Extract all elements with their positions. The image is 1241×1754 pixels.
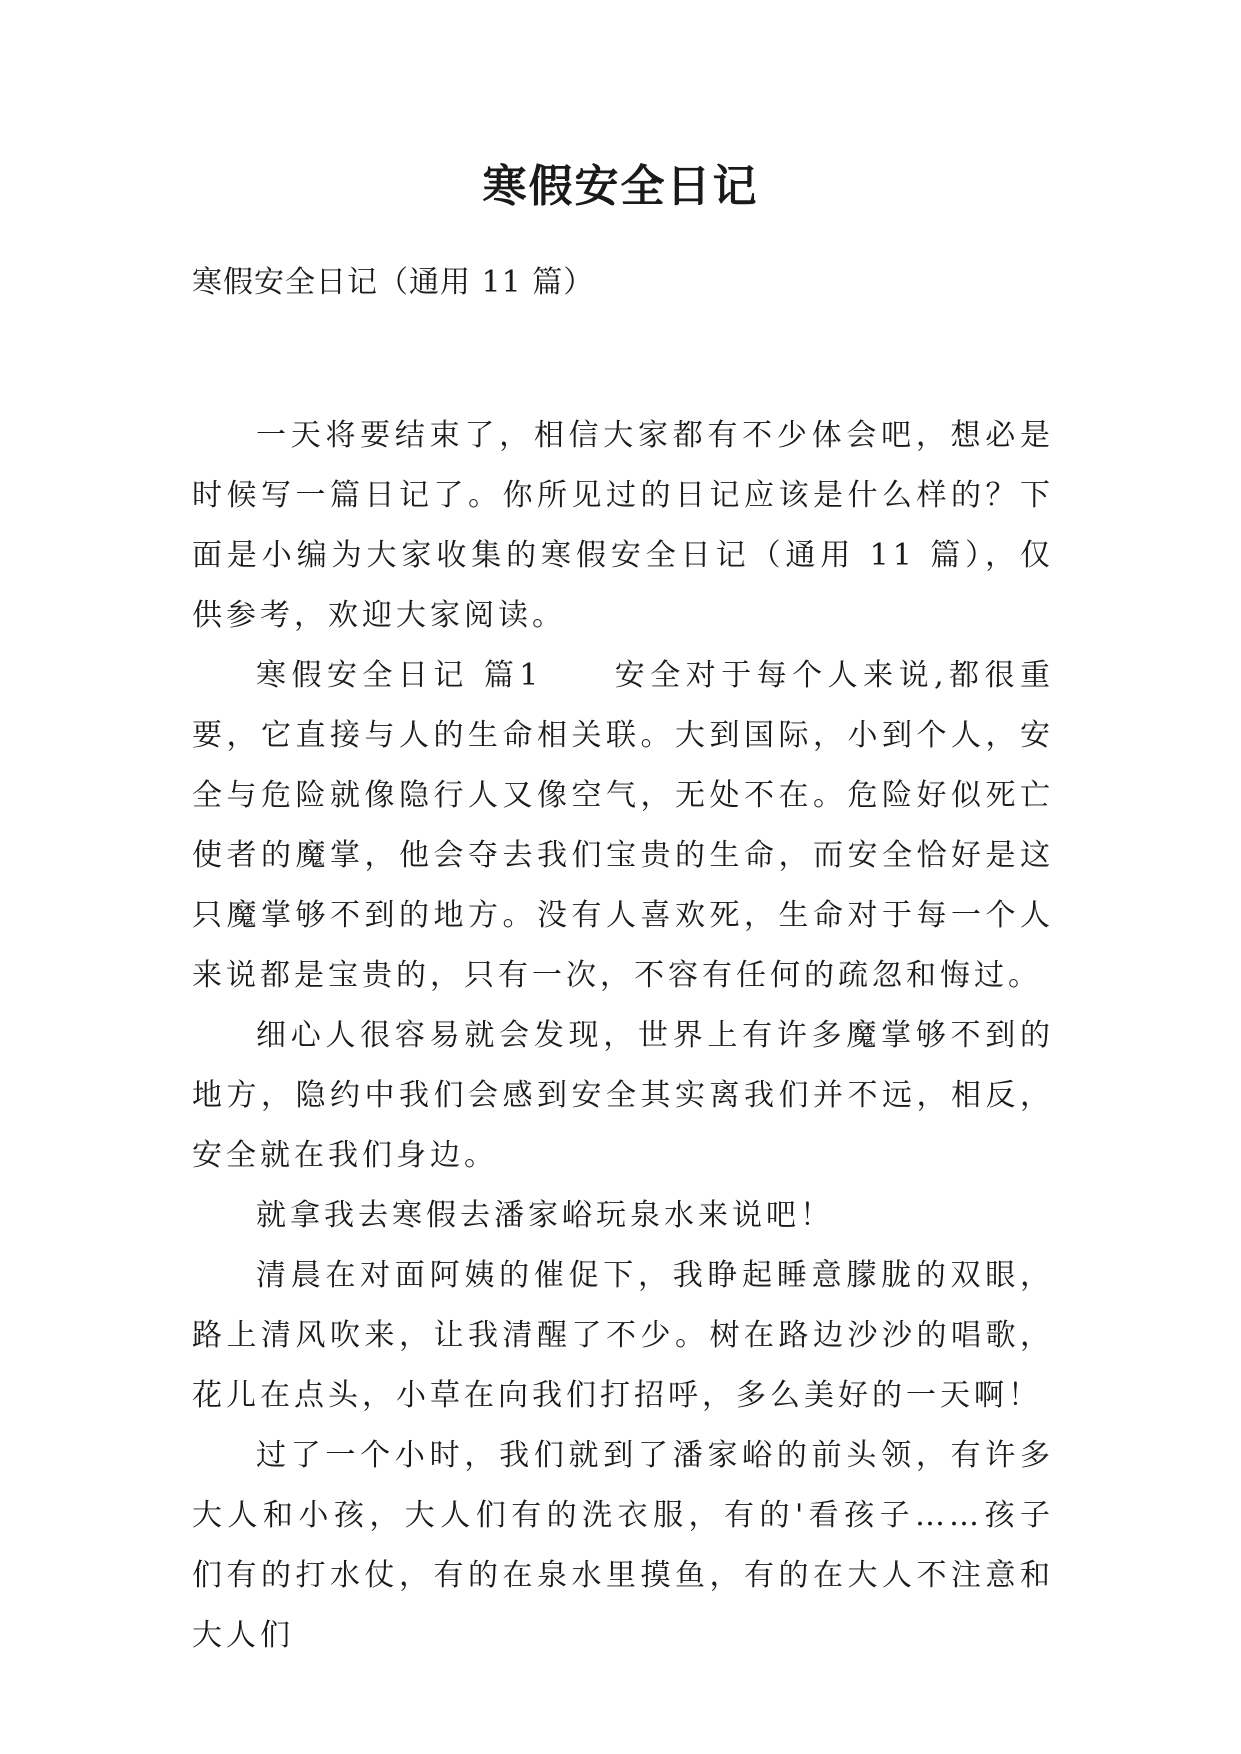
paragraph-example: 就拿我去寒假去潘家峪玩泉水来说吧！ bbox=[256, 1198, 834, 1233]
document-body bbox=[192, 406, 1054, 1666]
document-title: 寒假安全日记 bbox=[482, 161, 759, 212]
paragraph-entry-1: 寒假安全日记 篇1 安全对于每个人来说,都很重要，它直接与人的生命相关联。大到国际，小到个人，安全与危险就像隐行人又像空气，无处不在。危险好似死亡使者的魔掌，他会夺去我们宝贵的生命，而安全恰好是这只魔掌够不到的地方。没有人喜欢死，生命对于每一个人来说都是宝贵的，只有一次，不容有任何的疏忽和悔过。 bbox=[192, 658, 1054, 993]
paragraph-observation: 细心人很容易就会发现，世界上有许多魔掌够不到的地方，隐约中我们会感到安全其实离我们并不远，相反，安全就在我们身边。 bbox=[192, 1018, 1054, 1173]
paragraph-morning: 清晨在对面阿姨的催促下，我睁起睡意朦胧的双眼，路上清风吹来，让我清醒了不少。树在路边沙沙的唱歌，花儿在点头，小草在向我们打招呼，多么美好的一天啊！ bbox=[192, 1258, 1054, 1413]
paragraph-intro: 一天将要结束了，相信大家都有不少体会吧，想必是时候写一篇日记了。你所见过的日记应该是什么样的？下面是小编为大家收集的寒假安全日记（通用 11 篇），仅供参考，欢迎大家阅读。 bbox=[192, 418, 1054, 633]
document-subtitle: 寒假安全日记（通用 11 篇） bbox=[192, 265, 595, 300]
paragraph-arrival: 过了一个小时，我们就到了潘家峪的前头领，有许多大人和小孩，大人们有的洗衣服，有的'看孩子……孩子们有的打水仗，有的在泉水里摸鱼，有的在大人不注意和大人们 bbox=[192, 1438, 1054, 1653]
